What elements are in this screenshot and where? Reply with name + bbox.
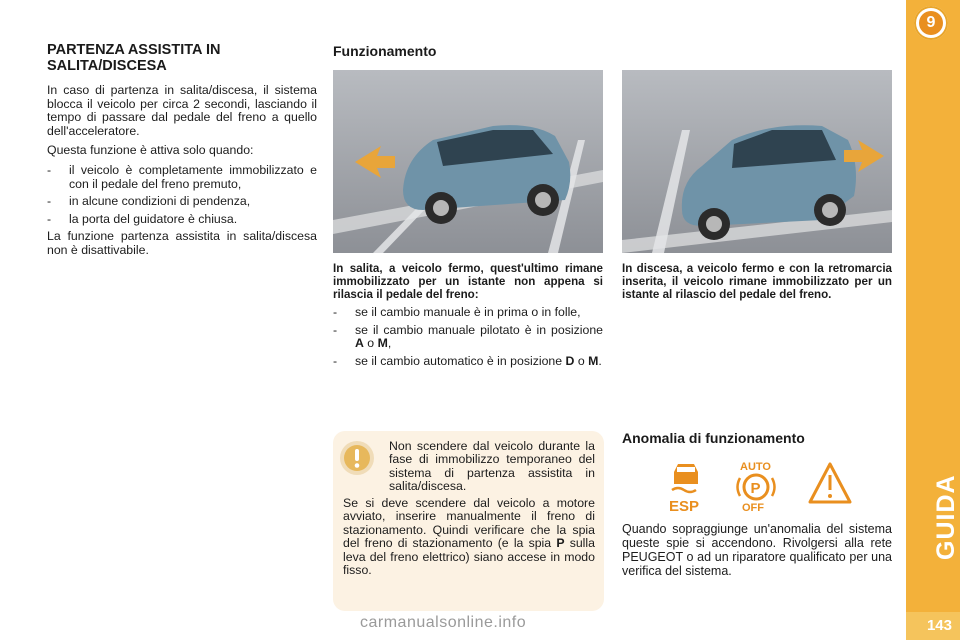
warning-lamps xyxy=(668,458,858,514)
condition-item: - la porta del guidatore è chiusa. xyxy=(47,213,317,227)
uphill-caption: In salita, a veicolo fermo, quest'ultimo rimane immobilizzato per un istante non appena si rilascia il pedale del freno: xyxy=(333,262,603,301)
uphill-item: - se il cambio manuale è in prima o in folle, xyxy=(333,306,603,320)
warning-text: Non scendere dal veicolo durante la fase di immobilizzo temporaneo del sistema di partenza assistita in salita/discesa. xyxy=(389,439,595,494)
downhill-caption: In discesa, a veicolo fermo e con la retromarcia inserita, il veicolo rimane immobilizzato per un istante al rilascio del pedale del freno. xyxy=(622,262,892,301)
condition-item: - in alcune condizioni di pendenza, xyxy=(47,195,317,209)
svg-text:OFF: OFF xyxy=(742,502,764,514)
warning-triangle-icon xyxy=(810,464,850,502)
chapter-badge xyxy=(914,6,948,40)
auto-park-brake-icon xyxy=(738,461,775,514)
chapter-number: 9 xyxy=(919,11,943,35)
anomaly-text: Quando sopraggiunge un'anomalia del sistema queste spie si accendono. Rivolgersi alla rete PEUGEOT o ad un riparatore qualificato per una verifica del sistema. xyxy=(622,522,892,578)
svg-text:AUTO: AUTO xyxy=(740,461,771,473)
uphill-list xyxy=(333,306,603,368)
condition-list xyxy=(47,164,317,226)
page-number: 143 xyxy=(906,612,960,640)
uphill-item: - se il cambio manuale pilotato è in posizione A o M, xyxy=(333,324,603,351)
uphill-item: - se il cambio automatico è in posizione D o M. xyxy=(333,355,603,369)
esp-icon xyxy=(669,464,699,514)
anomaly-title: Anomalia di funzionamento xyxy=(622,430,805,446)
chapter-side-label: GUIDA xyxy=(932,474,960,560)
condition-lead: Questa funzione è attiva solo quando: xyxy=(47,143,254,158)
uphill-car-image xyxy=(333,70,603,253)
closing-paragraph: La funzione partenza assistita in salita/discesa non è disattivabile. xyxy=(47,229,317,257)
uphill-column xyxy=(333,262,603,372)
exclamation-icon xyxy=(339,440,375,476)
svg-text:P: P xyxy=(750,480,761,497)
downhill-car-image xyxy=(622,70,892,253)
left-column xyxy=(47,84,317,264)
downhill-column xyxy=(622,262,892,306)
functioning-title: Funzionamento xyxy=(333,43,437,59)
condition-item: - il veicolo è completamente immobilizzato e con il pedale del freno premuto, xyxy=(47,164,317,191)
watermark: carmanualsonline.info xyxy=(360,614,527,631)
warning-instructions: Se si deve scendere dal veicolo a motore avviato, inserire manualmente il freno di stazionamento. Quindi verificare che la spia del freno di stazionamento (e la spia P sulla leva del freno elettrico) siano accese in modo fisso. xyxy=(343,496,595,578)
svg-text:ESP: ESP xyxy=(669,498,700,514)
intro-paragraph: In caso di partenza in salita/discesa, il sistema blocca il veicolo per circa 2 secondi, lasciando il tempo di passare dal pedale del freno a quello dell'acceleratore. xyxy=(47,83,317,138)
section-title: PARTENZA ASSISTITA IN SALITA/DISCESA xyxy=(47,42,221,74)
